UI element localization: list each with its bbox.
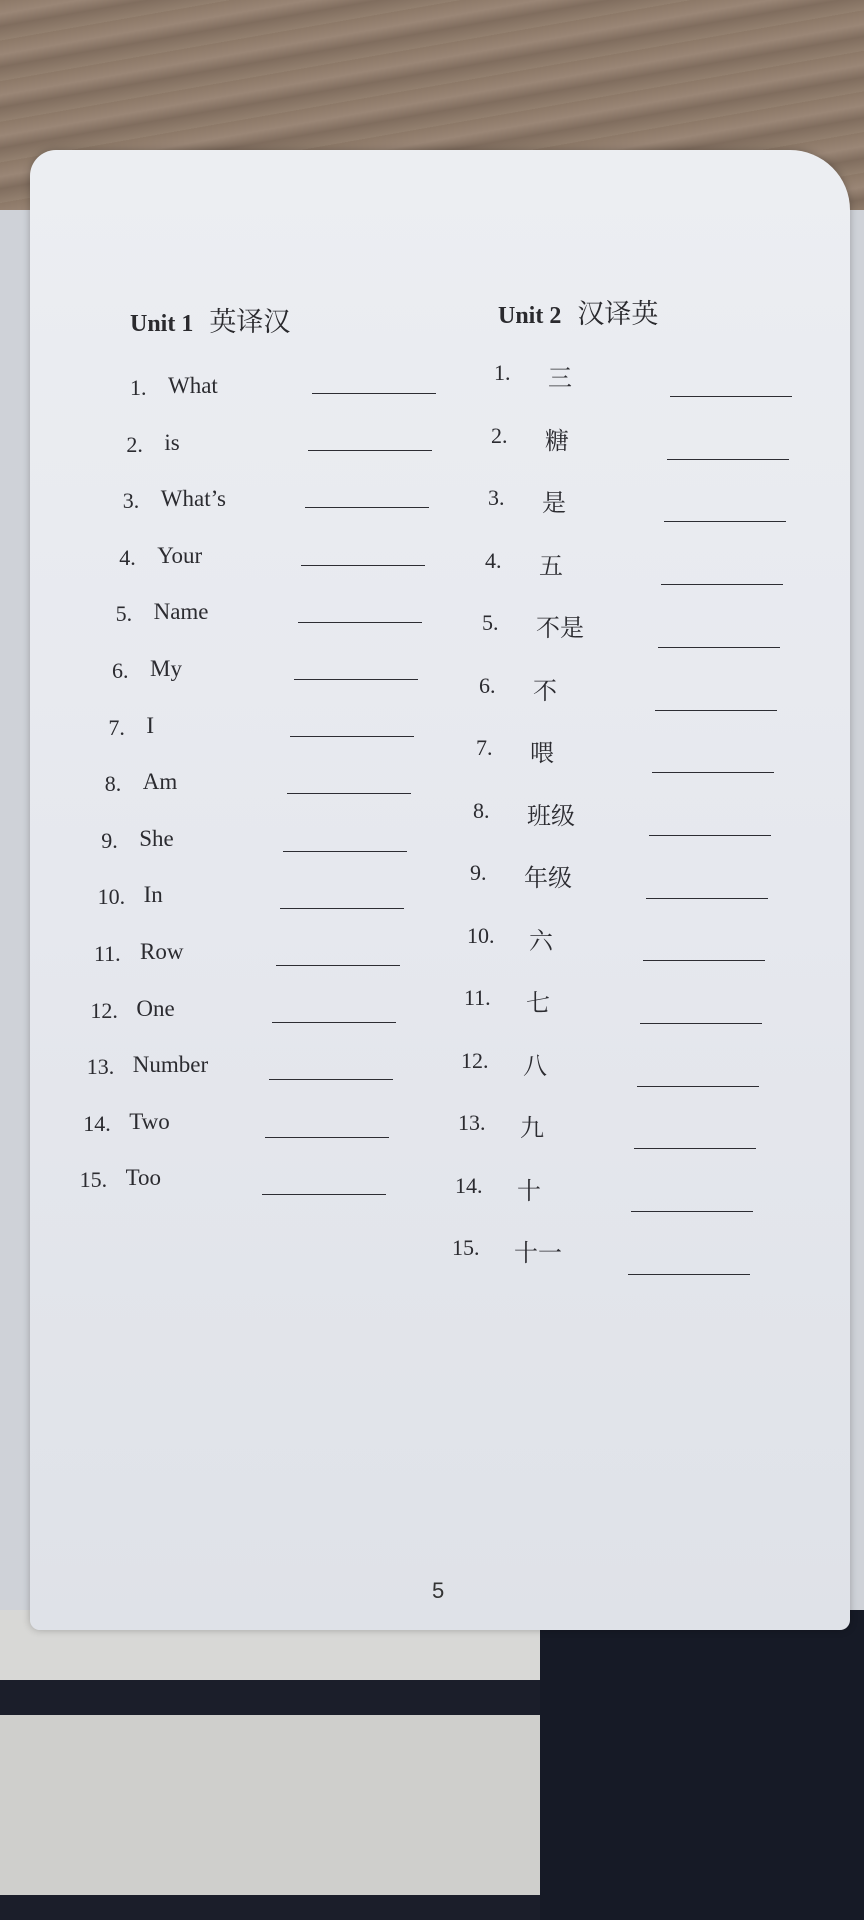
item-word: is <box>164 429 180 455</box>
item-number: 6. <box>112 658 129 683</box>
answer-blank[interactable] <box>312 393 436 394</box>
item-number: 4. <box>485 547 502 573</box>
answer-blank[interactable] <box>628 1274 750 1275</box>
item-word: One <box>136 995 175 1021</box>
answer-blank[interactable] <box>664 521 786 522</box>
exercise-row <box>488 485 788 525</box>
answer-blank[interactable] <box>652 772 774 773</box>
item-word: 不是 <box>536 614 584 642</box>
item-word: I <box>146 712 155 738</box>
exercise-row <box>80 1167 380 1207</box>
item-word: 班级 <box>527 801 575 830</box>
item-word: In <box>143 882 163 908</box>
item-number: 4. <box>119 544 136 570</box>
answer-blank[interactable] <box>262 1194 386 1195</box>
exercise-row <box>112 658 412 698</box>
exercise-row <box>482 610 782 650</box>
answer-blank[interactable] <box>294 679 418 680</box>
answer-blank[interactable] <box>637 1086 759 1087</box>
exercise-row <box>123 488 423 528</box>
item-number: 9. <box>101 827 118 853</box>
answer-blank[interactable] <box>305 507 429 508</box>
exercise-row <box>479 673 779 713</box>
item-word: 九 <box>520 1114 544 1142</box>
answer-blank[interactable] <box>667 459 789 460</box>
unit1-subtitle: 英译汉 <box>209 307 291 338</box>
item-word: Your <box>157 542 203 568</box>
item-number: 8. <box>473 797 490 823</box>
item-word: 十一 <box>514 1239 562 1267</box>
item-number: 1. <box>130 375 147 400</box>
exercise-row <box>94 941 394 981</box>
item-word: Too <box>125 1165 162 1191</box>
answer-blank[interactable] <box>272 1022 396 1023</box>
cloth-dark-area <box>540 1600 864 1920</box>
item-word: 八 <box>523 1051 547 1080</box>
exercise-row <box>461 1048 761 1088</box>
exercise-row <box>464 985 764 1025</box>
answer-blank[interactable] <box>269 1079 393 1080</box>
answer-blank[interactable] <box>298 622 422 623</box>
item-number: 5. <box>482 610 499 635</box>
answer-blank[interactable] <box>276 965 400 966</box>
item-number: 3. <box>122 488 140 514</box>
item-word: Row <box>140 939 184 964</box>
unit2-subtitle: 汉译英 <box>577 299 659 330</box>
item-word: 糖 <box>545 426 569 455</box>
item-word: 喂 <box>530 739 554 767</box>
item-word: My <box>150 656 182 681</box>
answer-blank[interactable] <box>640 1023 762 1024</box>
exercise-row <box>491 423 791 463</box>
answer-blank[interactable] <box>301 565 425 566</box>
item-word: 五 <box>539 551 563 580</box>
exercise-row <box>467 923 767 963</box>
unit2-title <box>498 292 658 331</box>
item-number: 7. <box>108 714 125 740</box>
answer-blank[interactable] <box>631 1211 753 1212</box>
item-word: Two <box>129 1108 170 1134</box>
answer-blank[interactable] <box>670 396 792 397</box>
item-number: 12. <box>90 997 118 1023</box>
exercise-row <box>87 1054 387 1094</box>
item-number: 2. <box>126 431 143 457</box>
item-word: What’s <box>160 486 226 512</box>
item-word: 十 <box>517 1176 541 1205</box>
item-word: 年级 <box>524 864 572 892</box>
exercise-row <box>98 884 398 924</box>
item-number: 10. <box>467 922 495 948</box>
item-word: 三 <box>548 364 572 392</box>
item-word: 六 <box>529 926 553 955</box>
exercise-row <box>455 1173 755 1213</box>
answer-blank[interactable] <box>308 450 432 451</box>
show-through-mark <box>370 300 430 330</box>
exercise-row <box>130 375 430 415</box>
exercise-row <box>119 542 419 585</box>
item-number: 11. <box>464 985 491 1010</box>
answer-blank[interactable] <box>283 851 407 852</box>
item-number: 9. <box>470 860 487 885</box>
exercise-row <box>126 429 426 472</box>
exercise-row <box>494 360 794 400</box>
exercise-row <box>476 735 776 775</box>
item-number: 10. <box>97 884 126 910</box>
exercise-row <box>90 995 390 1038</box>
page-number: 5 <box>432 1578 445 1603</box>
item-number: 3. <box>488 485 505 510</box>
exercise-row <box>116 601 416 641</box>
item-word: 不 <box>533 676 557 705</box>
exercise-row <box>452 1235 752 1275</box>
answer-blank[interactable] <box>649 835 771 836</box>
cloth-stripe <box>0 1715 540 1895</box>
exercise-row <box>101 825 401 868</box>
item-number: 5. <box>115 601 133 627</box>
item-number: 7. <box>476 735 493 760</box>
item-number: 14. <box>83 1110 111 1136</box>
answer-blank[interactable] <box>658 647 780 648</box>
unit2-label: Unit 2 <box>498 303 562 329</box>
unit1-label: Unit 1 <box>130 311 194 337</box>
exercise-row <box>83 1108 383 1151</box>
item-number: 15. <box>79 1167 108 1193</box>
answer-blank[interactable] <box>655 710 777 711</box>
unit1-title <box>130 300 290 339</box>
exercise-row <box>470 860 770 900</box>
item-number: 2. <box>491 422 508 448</box>
item-number: 13. <box>458 1110 486 1135</box>
item-number: 12. <box>461 1047 489 1073</box>
exercise-row <box>485 548 785 588</box>
answer-blank[interactable] <box>634 1148 756 1149</box>
item-word: What <box>168 373 218 398</box>
exercise-row <box>105 771 405 811</box>
item-word: 是 <box>542 489 566 517</box>
answer-blank[interactable] <box>646 898 768 899</box>
item-number: 1. <box>494 360 511 385</box>
item-word: Am <box>142 769 178 795</box>
item-number: 11. <box>94 941 121 966</box>
exercise-row <box>473 798 773 838</box>
item-number: 13. <box>86 1054 115 1080</box>
answer-blank[interactable] <box>287 793 411 794</box>
item-word: She <box>139 825 174 851</box>
worksheet-page <box>30 150 850 1630</box>
answer-blank[interactable] <box>661 584 783 585</box>
exercise-row <box>458 1110 758 1150</box>
item-number: 6. <box>479 672 496 698</box>
answer-blank[interactable] <box>280 908 404 909</box>
item-word: 七 <box>526 989 550 1017</box>
item-word: Name <box>153 599 209 625</box>
item-number: 14. <box>455 1172 483 1198</box>
answer-blank[interactable] <box>643 960 765 961</box>
exercise-row <box>108 712 408 755</box>
answer-blank[interactable] <box>265 1137 389 1138</box>
item-number: 8. <box>104 771 122 797</box>
answer-blank[interactable] <box>290 736 414 737</box>
item-number: 15. <box>452 1235 480 1260</box>
item-word: Number <box>132 1052 209 1078</box>
